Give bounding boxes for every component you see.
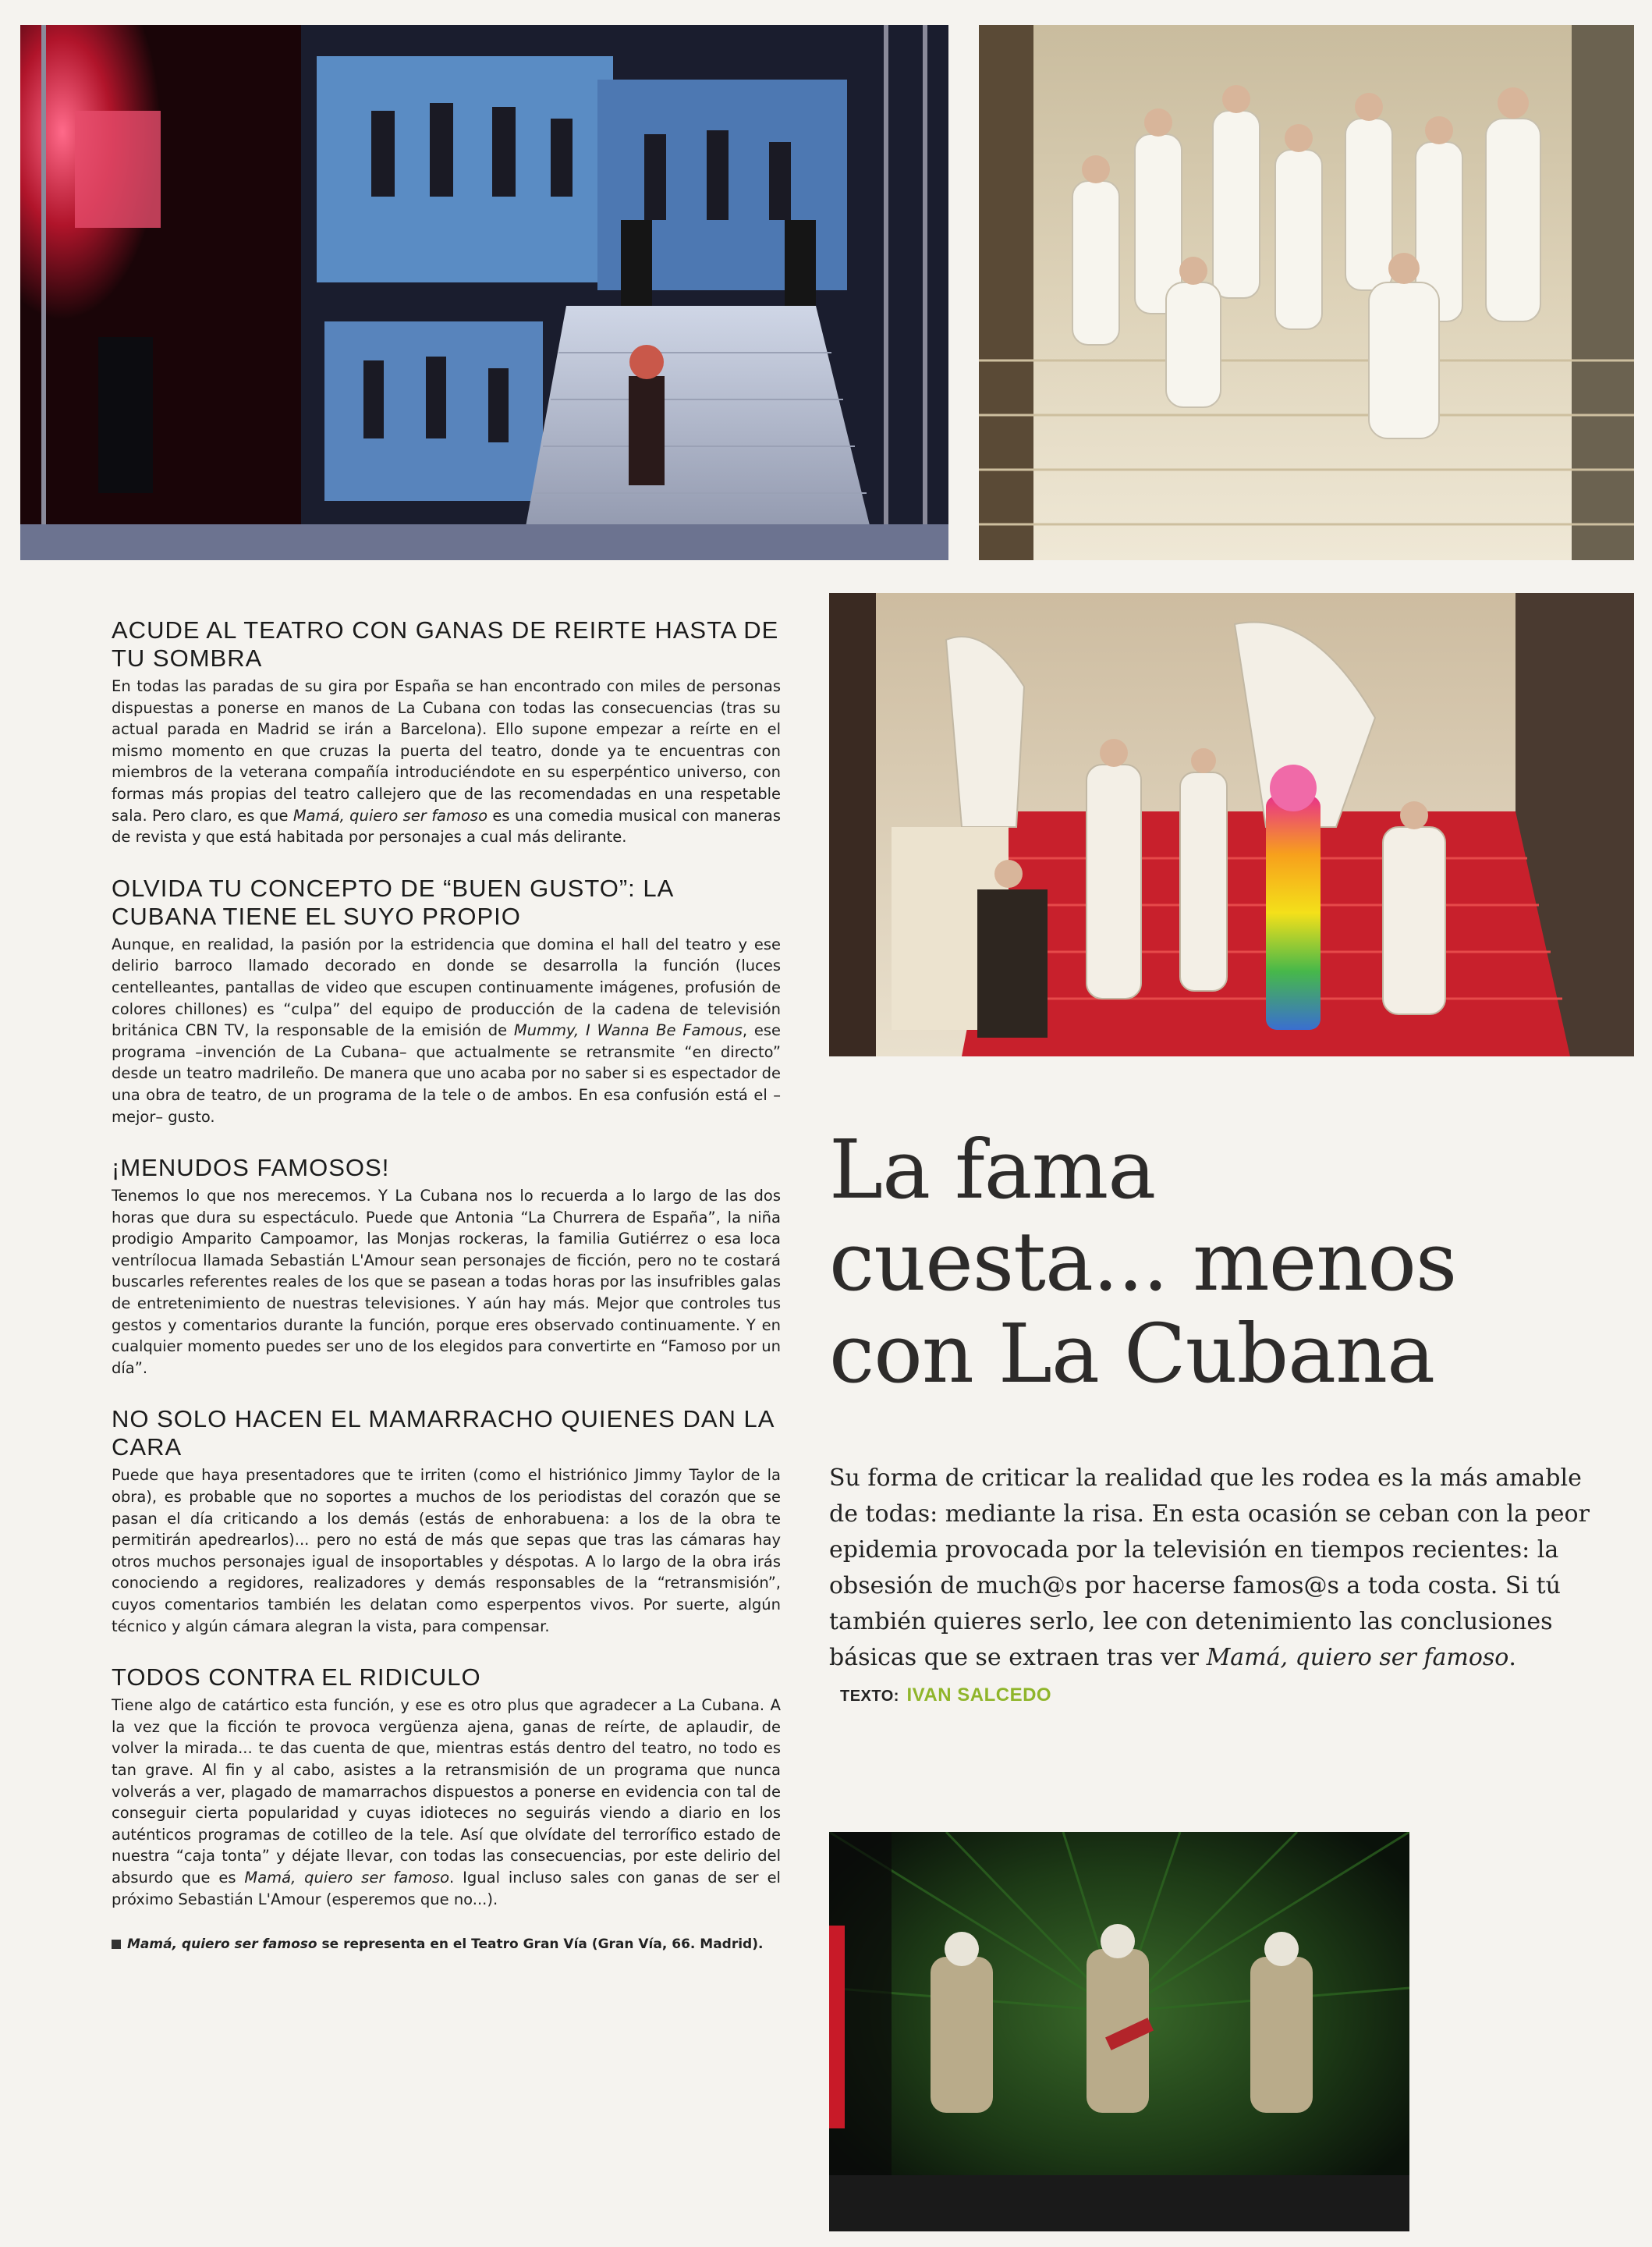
- venue-note: Mamá, quiero ser famoso se representa en el Teatro Gran Vía (Gran Vía, 66. Madrid).: [112, 1936, 781, 1952]
- section-text: Aunque, en realidad, la pasión por la estridencia que domina el hall del teatro y ese delirio barroco llamado decorado en donde se desarrolla la función (luces centelleantes, pantallas de video que escupen continuamente imágenes, profusión de colores chillones) es “culpa” del equipo de producción de la cadena de televisión británica CBN TV, la responsable de la emisión de Mummy, I Wanna Be Famous, ese programa –invención de La Cubana– que actualmente se retransmite “en directo” desde un teatro madrileño. De manera que uno acaba por no saber si es espectador de una obra de teatro, de un programa de la tele o de ambos. En esa confusión está el –mejor– gusto.: [112, 935, 781, 1126]
- section-5: [112, 1663, 781, 1910]
- section-heading: NO SOLO HACEN EL MAMARRACHO QUIENES DAN LA CARA: [112, 1405, 774, 1461]
- photo-nuns-green-stage: [829, 1832, 1409, 2231]
- article-headline: La fama cuesta... menos con La Cubana: [829, 1122, 1457, 1401]
- section-heading: ACUDE AL TEATRO CON GANAS DE REIRTE HASTA DE TU SOMBRA: [112, 616, 779, 672]
- section-4: [112, 1405, 781, 1637]
- author-name: IVAN SALCEDO: [906, 1684, 1052, 1706]
- photo-stage-screens: [20, 25, 948, 560]
- section-3: [112, 1154, 781, 1379]
- section-text: En todas las paradas de su gira por España se han encontrado con miles de personas dispuestas a ponerse en manos de La Cubana con todas las consecuencias (tras su actual parada en Madrid se irán a Barcelona). Ello supone empezar a reírte en el mismo momento en que cruzas la puerta del teatro, donde ya te encuentras con miembros de la veterana compañía introduciéndote en su esperpéntico universo, con formas más propias del teatro callejero que de las recomendadas en una respetable sala. Pero claro, es que Mamá, quiero ser famoso es una comedia musical con maneras de revista y que está habitada por personajes a cual más delirante.: [112, 677, 781, 847]
- section-2: [112, 875, 781, 1127]
- photo-cast-white: [979, 25, 1634, 560]
- section-text: Puede que haya presentadores que te irriten (como el histriónico Jimmy Taylor de la obra), es probable que no soportes a muchos de los periodistas del corazón que se pasan el día criticando a los demás (estás de enhorabuena: a los de la obra te permitirán apedrearlos)... pero no está de más que sepas que tras las cámaras hay otros muchos personajes igual de insoportables y déspotas. A lo largo de la obra irás conociendo a regidores, realizadores y demás responsables de la “retransmisión”, cuyos comentarios también les delatan como esperpentos vivos. Por suerte, algún técnico y algún cámara alegran la vista, para compensar.: [112, 1466, 781, 1635]
- section-heading: OLVIDA TU CONCEPTO DE “BUEN GUSTO”: LA CUBANA TIENE EL SUYO PROPIO: [112, 874, 673, 930]
- credit-label: TEXTO:: [840, 1688, 899, 1705]
- bullet-square-icon: [112, 1940, 121, 1949]
- section-text: Tenemos lo que nos merecemos. Y La Cubana nos lo recuerda a lo largo de las dos horas que dura su espectáculo. Puede que Antonia “La Churrera de España”, la niña prodigio Amparito Campoamor, las Monjas rockeras, la familia Gutiérrez o esa loca ventrílocua llamada Sebastián L'Amour sean personajes de ficción, pero no te costará buscarles referentes reales de los que se pasean a todas horas por las insufribles galas de entretenimiento de nuestras televisiones. Y aún hay más. Mejor que controles tus gestos y comentarios durante la función, porque eres observado continuamente. Y en cualquier momento puedes ser uno de los elegidos para convertirte en “Famoso por un día”.: [112, 1187, 781, 1377]
- section-text: Tiene algo de catártico esta función, y ese es otro plus que agradecer a La Cubana. A la vez que la ficción te provoca vergüenza ajena, ganas de reírte, de aplaudir, de volver la mirada... te das cuenta de que, mientras estás dentro del teatro, no todo es tan grave. Al fin y al cabo, asistes a la retransmisión de un programa que nunca volverás a ver, plagado de mamarrachos dispuestos a ponerse en evidencia con tal de conseguir cierta popularidad y cuyas idioteces no seguirás viendo a diario en los auténticos programas de cotilleo de la tele. Así que olvídate del terrorífico estado de nuestra “caja tonta” y déjate llevar, con todas las consecuencias, por este delirio del absurdo que es Mamá, quiero ser famoso. Igual incluso sales con ganas de ser el próximo Sebastián L'Amour (esperemos que no...).: [112, 1696, 781, 1908]
- photo-cast-red-stairs: [829, 593, 1634, 1056]
- section-1: [112, 616, 781, 848]
- section-heading: ¡MENUDOS FAMOSOS!: [112, 1154, 390, 1182]
- section-heading: TODOS CONTRA EL RIDICULO: [112, 1663, 481, 1691]
- article-lead: Su forma de criticar la realidad que les rodea es la más amable de todas: mediante la risa. En esta ocasión se ceban con la peor epidemia provocada por la televisión en tiempos recientes: la obsesión de much@s por hacerse famos@s a toda costa. Si tú también quieres serlo, lee con detenimiento las conclusiones básicas que se extraen tras ver Mamá, quiero ser famoso. TEXTO: IVAN SALCEDO: [829, 1464, 1590, 1706]
- article-body: [112, 616, 781, 1952]
